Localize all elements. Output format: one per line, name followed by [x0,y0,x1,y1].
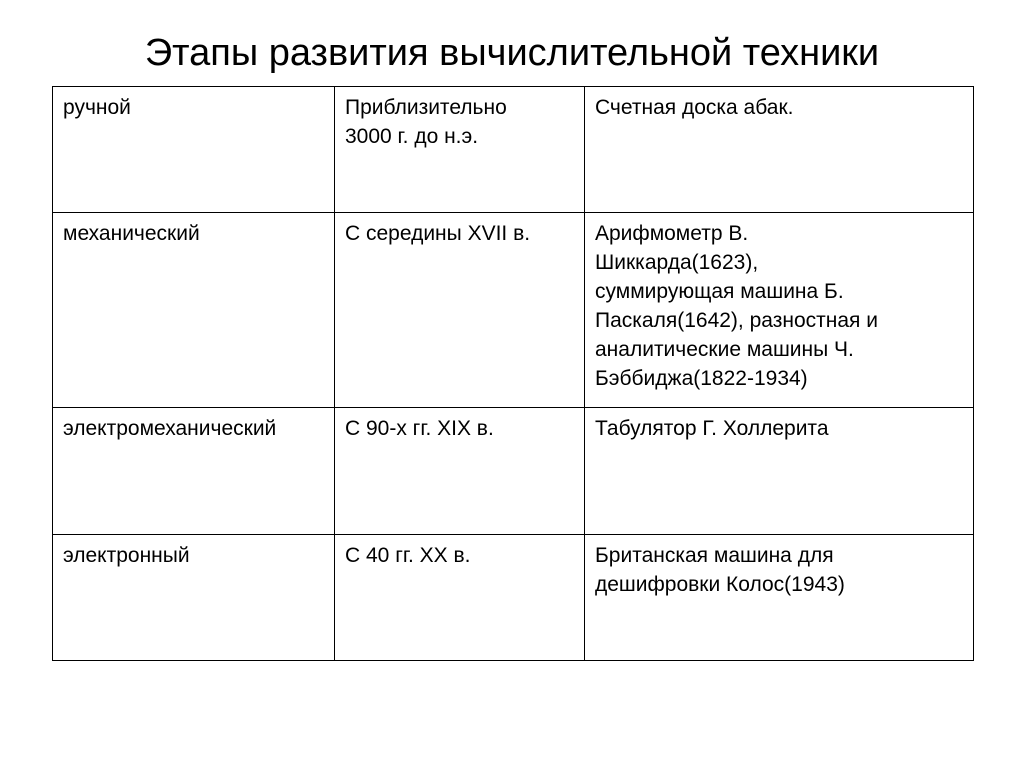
stage-cell: ручной [53,87,335,213]
table-row [53,87,974,213]
period-cell: С середины XVII в. [335,213,585,408]
stage-cell: механический [53,213,335,408]
table-row [53,408,974,535]
period-cell: С 40 гг. XX в. [335,535,585,661]
devices-cell: Британская машина для дешифровки Колос(1943) [585,535,974,661]
period-cell: С 90-х гг. XIX в. [335,408,585,535]
stage-cell: электромеханический [53,408,335,535]
period-cell: Приблизительно 3000 г. до н.э. [335,87,585,213]
table-row [53,535,974,661]
devices-cell: Счетная доска абак. [585,87,974,213]
devices-cell: Табулятор Г. Холлерита [585,408,974,535]
stage-cell: электронный [53,535,335,661]
devices-cell: Арифмометр В. Шиккарда(1623), суммирующая машина Б. Паскаля(1642), разностная и аналитические машины Ч. Бэббиджа(1822-1934) [585,213,974,408]
table-row [53,213,974,408]
slide-title: Этапы развития вычислительной техники [144,32,880,74]
stages-table [52,86,974,661]
